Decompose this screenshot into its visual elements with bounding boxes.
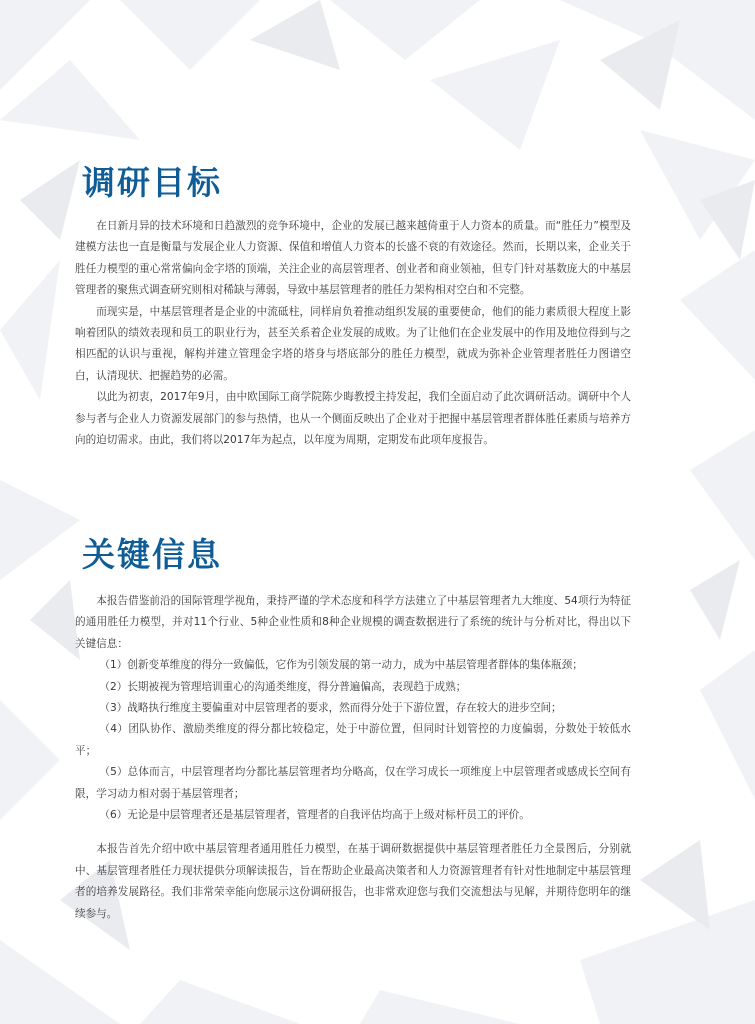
list-item: （3）战略执行维度主要偏重对中层管理者的要求，然而得分处于下游位置，存在较大的进步空间； <box>99 702 562 715</box>
list-item: （2）长期被视为管理培训重心的沟通类维度，得分普遍偏高，表现趋于成熟； <box>99 680 467 693</box>
section-heading-research-goals: 调研目标 <box>82 163 222 202</box>
closing-paragraph: 本报告首先介绍中欧中基层管理者通用胜任力模型，在基于调研数据提供中基层管理者胜任力全景图后，分别就中、基层管理者胜任力现状提供分项解读报告，旨在帮助企业最高决策者和人力资源管理者有针对性地制定中基层管理者的培养发展路径。我们非常荣幸能向您展示这份调研报告，也非常欢迎您与我们交流想法与见解，并期待您明年的继续参与。 <box>75 843 631 920</box>
list-item: （6）无论是中层管理者还是基层管理者，管理者的自我评估均高于上级对标杆员工的评价。 <box>99 809 530 822</box>
section-heading-key-information: 关键信息 <box>82 535 222 574</box>
intro-paragraph: 本报告借鉴前沿的国际管理学视角，秉持严谨的学术态度和科学方法建立了中基层管理者九大维度、54项行为特征的通用胜任力模型，并对11个行业、5种企业性质和8种企业规模的调查数据进行了系统的统计与分析对比，得出以下关键信息： <box>75 595 631 650</box>
list-item: （1）创新变革维度的得分一致偏低，它作为引领发展的第一动力，成为中基层管理者群体的集体瓶颈； <box>99 659 583 672</box>
key-information-section <box>75 591 631 925</box>
paragraph: 在日新月异的技术环境和日趋激烈的竞争环境中，企业的发展已越来越倚重于人力资本的质量。而“胜任力”模型及建模方法也一直是衡量与发展企业人力资源、保值和增值人力资本的长盛不衰的有效途径。然而，长期以来，企业关于胜任力模型的重心常常偏向金字塔的顶端，关注企业的高层管理者、创业者和商业领袖，但专门针对基数庞大的中基层管理者的聚焦式调查研究则相对稀缺与薄弱，导致中基层管理者的胜任力架构相对空白和不完整。 <box>75 220 631 297</box>
paragraph: 而现实是，中基层管理者是企业的中流砥柱，同样肩负着推动组织发展的重要使命，他们的能力素质很大程度上影响着团队的绩效表现和员工的职业行为，甚至关系着企业发展的成败。为了让他们在企业发展中的作用及地位得到与之相匹配的认识与重视，解构并建立管理金字塔的塔身与塔底部分的胜任力模型，就成为弥补企业管理者胜任力图谱空白，认清现状、把握趋势的必需。 <box>75 305 631 382</box>
paragraph: 以此为初衷，2017年9月，由中欧国际工商学院陈少晦教授主持发起，我们全面启动了此次调研活动。调研中个人参与者与企业人力资源发展部门的参与热情，也从一个侧面反映出了企业对于把握中基层管理者群体胜任素质与培养方向的迫切需求。由此，我们将以2017年为起点，以年度为周期，定期发布此项年度报告。 <box>75 391 631 447</box>
research-goals-section <box>75 216 631 451</box>
list-item: （5）总体而言，中层管理者均分都比基层管理者均分略高，仅在学习成长一项维度上中层管理者或感成长空间有限，学习动力相对弱于基层管理者； <box>75 766 631 800</box>
list-item: （4）团队协作、激励类维度的得分都比较稳定，处于中游位置，但同时计划管控的力度偏弱，分数处于较低水平； <box>75 723 631 757</box>
